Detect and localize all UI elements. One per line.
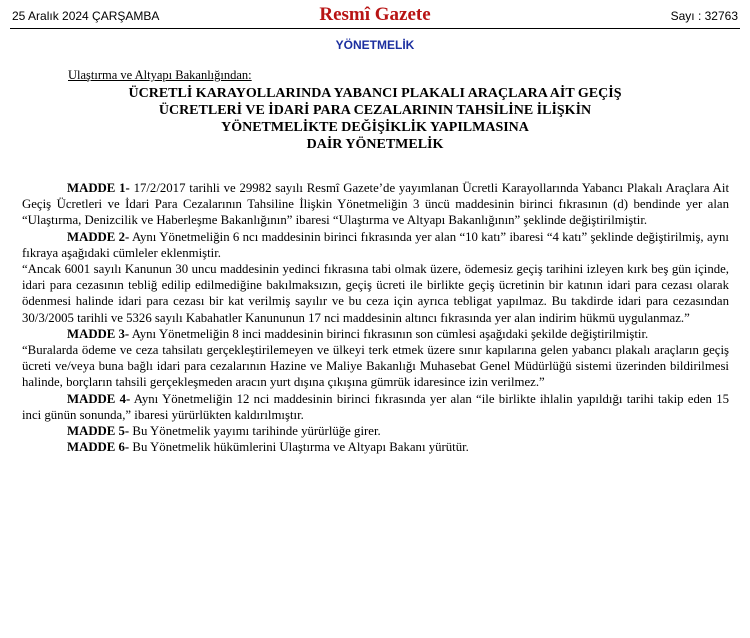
section-heading: YÖNETMELİK — [335, 38, 415, 52]
article-text: Bu Yönetmelik hükümlerini Ulaştırma ve Altyapı Bakanı yürütür. — [129, 440, 469, 455]
article-3-quote: “Buralarda ödeme ve ceza tahsilatı gerçekleştirilemeyen ve ülkeyi terk etmek üzere sınır kapılarına gelen yabancı plakalı araçların geçiş ücreti ve/veya buna bağlı idari para cezalarının Hazine ve Maliye Bakanlığı Muhasebat Genel Müdürlüğü sistemi üzerinden bildirilmesi halinde, borçların tahsili gerçekleşmeden aracın yurt dışına çıkışına gümrük idaresince izin verilmez.” — [22, 343, 729, 390]
article-text: Aynı Yönetmeliğin 8 inci maddesinin birinci fıkrasının son cümlesi aşağıdaki şekilde değiştirilmiştir. — [129, 326, 649, 341]
article-text: Aynı Yönetmeliğin 6 ncı maddesinin birinci fıkrasında yer alan “10 katı” ibaresi “4 katı” şeklinde değiştirilmiş, aynı fıkraya aşağıdaki cümleler eklenmiştir. — [22, 229, 729, 260]
article-label: MADDE 6- — [67, 440, 130, 455]
title-line: ÜCRETLERİ VE İDARİ PARA CEZALARININ TAHSİLİNE İLİŞKİN — [158, 103, 592, 118]
article-5 — [22, 423, 729, 439]
title-line: ÜCRETLİ KARAYOLLARINDA YABANCI PLAKALI ARAÇLARA AİT GEÇİŞ — [128, 86, 622, 101]
article-label: MADDE 2- — [67, 229, 130, 244]
title-line: DAİR YÖNETMELİK — [306, 137, 444, 152]
article-1 — [22, 180, 729, 229]
regulation-body — [22, 180, 729, 455]
regulation-title — [40, 85, 710, 153]
article-3 — [22, 326, 729, 342]
gazette-title: Resmî Gazete — [319, 4, 431, 25]
article-label: MADDE 3- — [67, 326, 130, 341]
article-2 — [22, 229, 729, 261]
article-label: MADDE 4- — [67, 391, 131, 406]
article-2-quote: “Ancak 6001 sayılı Kanunun 30 uncu maddesinin yedinci fıkrasına tabi olmak üzere, ödemesiz geçiş tarihini izleyen kırk beş gün içinde, idari para cezasının tebliğ edilip edilmediğine bakılmaksızın, geçiş ücreti ile birlikte geçiş ücretinin bir katının idari para cezası olarak ödenmesi halinde idari para cezası bir kat verilmiş sayılır ve bu ceza için ayrıca tebligat yapılmaz. Bu takdirde idari para cezasından 30/3/2005 tarihli ve 5326 sayılı Kabahatler Kanununun 17 nci maddesinin altıncı fıkrasında yer alan indirim hükmü uygulanmaz.” — [22, 262, 729, 325]
article-6 — [22, 439, 729, 455]
page-header — [10, 4, 740, 29]
article-label: MADDE 5- — [67, 424, 130, 439]
issue-number: Sayı : 32763 — [670, 9, 738, 23]
article-4 — [22, 391, 729, 423]
ministry-line: Ulaştırma ve Altyapı Bakanlığından: — [68, 68, 252, 82]
article-text: Aynı Yönetmeliğin 12 nci maddesinin birinci fıkrasında yer alan “ile birlikte ihlalin yapıldığı tarihi takip eden 15 inci günün sonunda,” ibaresi yürürlükten kaldırılmıştır. — [22, 391, 730, 422]
article-text: Bu Yönetmelik yayımı tarihinde yürürlüğe girer. — [129, 424, 381, 439]
article-label: MADDE 1- — [67, 181, 130, 195]
article-text: 17/2/2017 tarihli ve 29982 sayılı Resmî Gazete’de yayımlanan Ücretli Karayollarında Yabancı Plakalı Araçlara Ait Geçiş Ücretleri ve İdari Para Cezalarının Tahsiline İlişkin Yönetmeliğin 3 üncü maddesinin birinci fıkrasının (d) bendinde yer alan “Ulaştırma, Denizcilik ve Haberleşme Bakanlığının” ibaresi “Ulaştırma ve Altyapı Bakanlığının” şeklinde değiştirilmiştir. — [22, 181, 729, 228]
header-date: 25 Aralık 2024 ÇARŞAMBA — [12, 9, 160, 23]
title-line: YÖNETMELİKTE DEĞİŞİKLİK YAPILMASINA — [221, 120, 529, 135]
